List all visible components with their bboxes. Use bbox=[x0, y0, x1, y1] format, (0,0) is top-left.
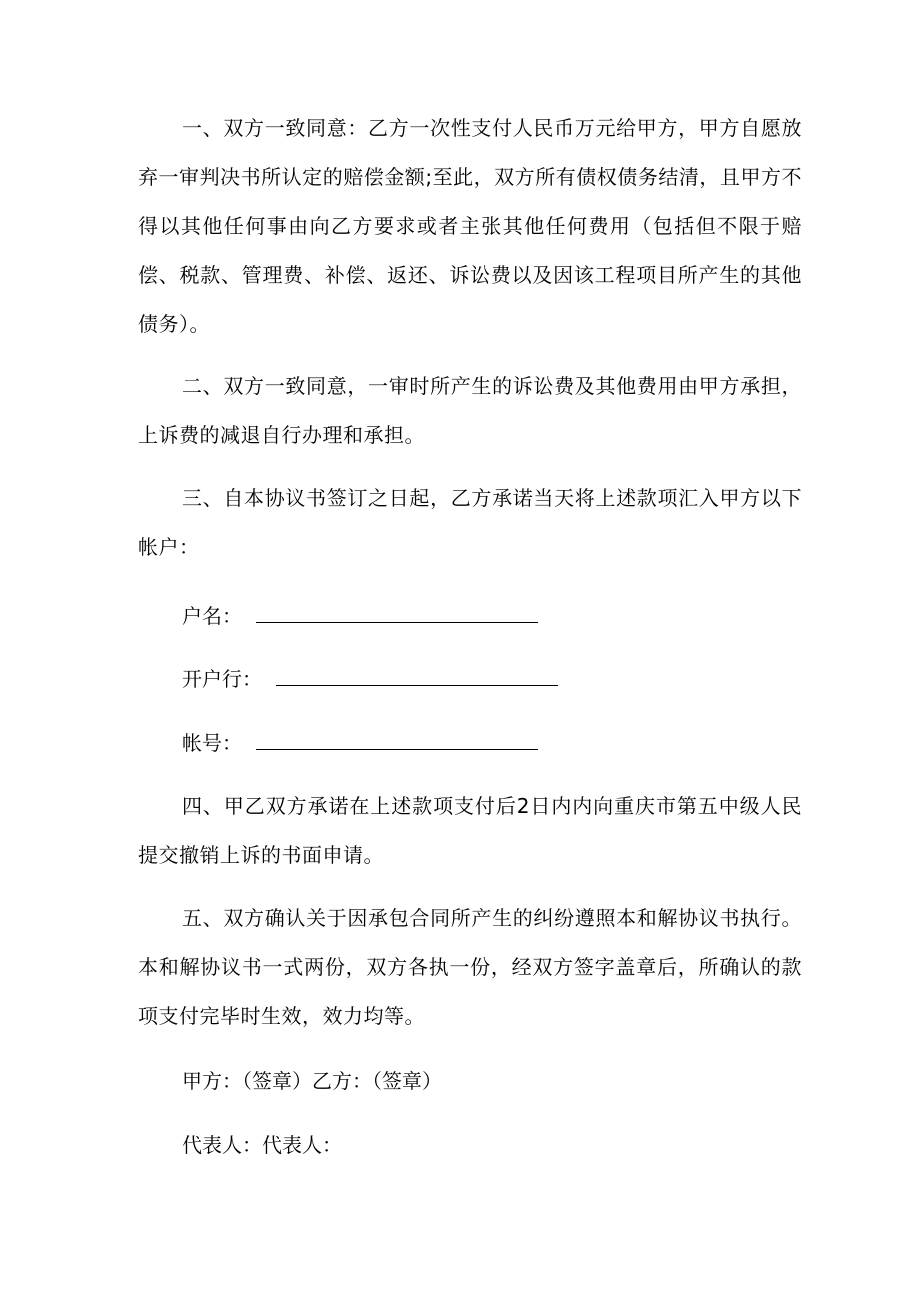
signature-representatives-line: 代表人：代表人： bbox=[182, 1133, 342, 1157]
clause-4: 四、甲乙双方承诺在上述款项支付后2日内内向重庆市第五中级人民提交撤销上诉的书面申请。 bbox=[138, 794, 802, 867]
clause-1: 一、双方一致同意：乙方一次性支付人民币万元给甲方，甲方自愿放弃一审判决书所认定的赔偿金额;至此，双方所有债权债务结清，且甲方不得以其他任何事由向乙方要求或者主张其他任何费用（包括但不限于赔偿、税款、管理费、补偿、返还、诉讼费以及因该工程项目所产生的其他债务）。 bbox=[138, 116, 802, 336]
signature-parties-line: 甲方：（签章）乙方：（签章） bbox=[182, 1069, 442, 1093]
clause-3: 三、自本协议书签订之日起，乙方承诺当天将上述款项汇入甲方以下帐户： bbox=[138, 486, 802, 559]
account-number-label: 帐号： bbox=[182, 731, 242, 755]
account-number-blank bbox=[256, 735, 538, 750]
account-bank-blank bbox=[276, 671, 558, 686]
account-bank-label: 开户行： bbox=[182, 667, 262, 691]
account-number-field bbox=[182, 729, 538, 757]
clause-5: 五、双方确认关于因承包合同所产生的纠纷遵照本和解协议书执行。本和解协议书一式两份，双方各执一份，经双方签字盖章后，所确认的款项支付完毕时生效，效力均等。 bbox=[138, 906, 802, 1028]
account-name-label: 户名： bbox=[182, 604, 242, 628]
account-name-blank bbox=[256, 608, 538, 623]
account-bank-field bbox=[182, 665, 558, 693]
account-name-field bbox=[182, 602, 538, 630]
clause-2: 二、双方一致同意，一审时所产生的诉讼费及其他费用由甲方承担，上诉费的减退自行办理和承担。 bbox=[138, 374, 802, 447]
